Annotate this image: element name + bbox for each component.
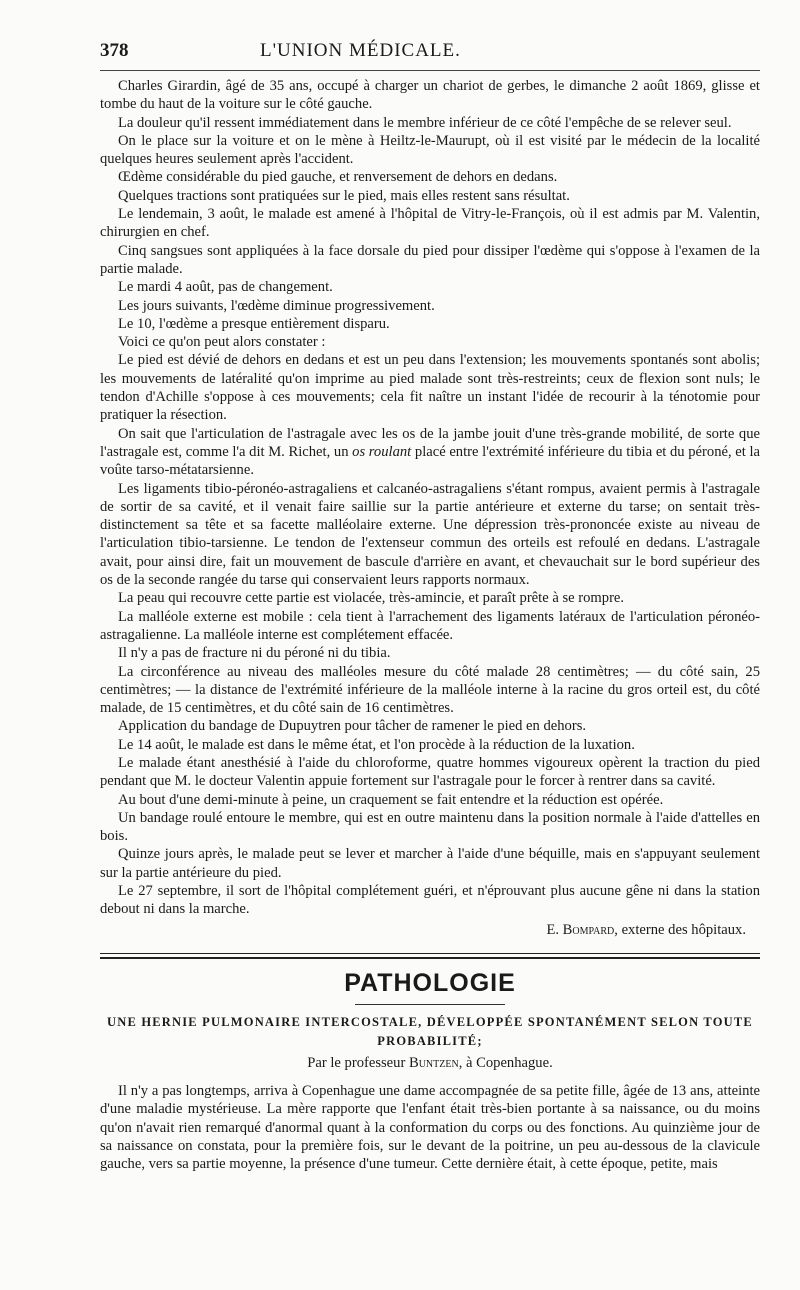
paragraph: Œdème considérable du pied gauche, et renversement de dehors en dedans. [118, 169, 558, 186]
text-run: On sait que l'articulation de l'astragale avec les os de la jambe jouit d'une très-grande mobilité, de sorte que l'astragale est, comme l'a dit M. Richet, un [100, 425, 760, 460]
paragraph: Le malade étant anesthésié à l'aide du chloroforme, quatre hommes vigoureux opèrent la traction du pied pendant que M. le docteur Valentin appuie fortement sur l'astragale pour le forcer à rentrer dans sa cavité. [100, 754, 760, 790]
paragraph: La circonférence au niveau des malléoles mesure du côté malade 28 centimètres; — du côté sain, 25 centimètres; — la distance de l'extrémité inférieure de la malléole interne à la racine du gros orteil est, du côté malade, de 15 centimètres, et du côté sain de 16 centimètres. [100, 663, 760, 717]
case-report [100, 77, 760, 919]
paragraph-richet [100, 425, 760, 480]
article-body [100, 1082, 760, 1173]
paragraph: Cinq sangsues sont appliquées à la face dorsale du pied pour dissiper l'œdème qui s'oppose à l'examen de la partie malade. [100, 242, 760, 277]
title-rule [355, 1004, 505, 1005]
running-title: L'UNION MÉDICALE. [260, 40, 461, 61]
paragraph: Le pied est dévié de dehors en dedans et est un peu dans l'extension; les mouvements spontanés sont abolis; les mouvements de latéralité qu'on imprime au pied malade sont très-restreints; ceux de flexion sont nuls; le tendon d'Achille s'oppose à ces mouvements; cela fit naître un instant l'idée de recourir à la ténotomie pour pratiquer la résection. [100, 352, 760, 424]
italic-term: os roulant [352, 443, 412, 460]
paragraph: Au bout d'une demi-minute à peine, un craquement se fait entendre et la réduction est opérée. [118, 791, 664, 808]
paragraph: Le lendemain, 3 août, le malade est amené à l'hôpital de Vitry-le-François, où il est admis par M. Valentin, chirurgien en chef. [100, 206, 760, 241]
paragraph: Les ligaments tibio-péronéo-astragaliens et calcanéo-astragaliens s'étant rompus, avaient permis à l'astragale de sortir de sa cavité, et il venait faire saillie sur la partie antérieure et externe du tarse; on sentait très-distinctement sa tête et sa facette malléolaire externe. Une dépression très-prononcée existe au niveau de l'articulation tibio-tarsienne. Le tendon de l'extenseur commun des orteils est refoulé en dedans. L'astragale avait, pour ainsi dire, fait un mouvement de bascule d'arrière en avant, et chevauchait sur le bord supérieur des os de la seconde rangée du tarse qui conservaient leurs rapports normaux. [100, 480, 760, 589]
paragraph: Voici ce qu'on peut alors constater : [118, 334, 326, 351]
paragraph: Quinze jours après, le malade peut se lever et marcher à l'aide d'une béquille, mais en s'appuyant seulement sur la partie antérieure du pied. [100, 846, 760, 881]
paragraph: On le place sur la voiture et on le mène à Heiltz-le-Maurupt, où il est visité par le médecin de la localité quelques heures seulement après l'accident. [100, 132, 760, 168]
section-divider [100, 953, 760, 959]
paragraph: Un bandage roulé entoure le membre, qui est en outre maintenu dans la position normale à l'aide d'attelles en bois. [100, 809, 760, 845]
page-header [100, 40, 760, 71]
paragraph: La malléole externe est mobile : cela tient à l'arrachement des ligaments latéraux de l'articulation péronéo-astragalienne. La malléole interne est complétement effacée. [100, 608, 760, 643]
article-author [100, 1055, 760, 1072]
paragraph: Charles Girardin, âgé de 35 ans, occupé à charger un chariot de gerbes, le dimanche 2 août 1869, glisse et tombe du haut de la voiture sur le côté gauche. [100, 78, 760, 113]
signature-role: , externe des hôpitaux. [614, 921, 746, 938]
paragraph: Il n'y a pas longtemps, arriva à Copenhague une dame accompagnée de sa petite fille, âgée de 13 ans, atteinte d'une maladie mystérieuse. La mère rapporte que l'enfant était très-bien portante à sa naissance, ou du moins qu'on n'avait rien remarqué d'anormal quant à la conformation du corps ou des fonctions. Au quinzième jour de sa naissance on constata, pour la première fois, sur le devant de la poitrine, un peu au-dessous de la clavicule gauche, vers sa partie moyenne, la présence d'une tumeur. Cette dernière était, à cette époque, petite, mais [100, 1082, 760, 1173]
paragraph: Quelques tractions sont pratiquées sur le pied, mais elles restent sans résultat. [118, 187, 570, 204]
article-title: UNE HERNIE PULMONAIRE INTERCOSTALE, DÉVELOPPÉE SPONTANÉMENT SELON TOUTE PROBABILITÉ; [107, 1014, 753, 1048]
paragraph: Le 27 septembre, il sort de l'hôpital complétement guéri, et n'éprouvant plus aucune gêne ni dans la station debout ni dans la marche. [100, 883, 760, 918]
paragraph: Le 14 août, le malade est dans le même état, et l'on procède à la réduction de la luxation. [118, 736, 635, 753]
paragraph: Le 10, l'œdème a presque entièrement disparu. [118, 315, 390, 332]
paragraph: Application du bandage de Dupuytren pour tâcher de ramener le pied en dehors. [118, 718, 587, 735]
paragraph: Les jours suivants, l'œdème diminue progressivement. [118, 297, 435, 314]
author-suffix: , à Copenhague. [458, 1054, 553, 1071]
paragraph: Il n'y a pas de fracture ni du péroné ni du tibia. [118, 645, 391, 662]
page-number: 378 [100, 40, 129, 61]
author-prefix: Par le professeur [307, 1054, 409, 1071]
author-signature [100, 921, 746, 939]
paragraph: La douleur qu'il ressent immédiatement dans le membre inférieur de ce côté l'empêche de se relever seul. [118, 114, 732, 131]
paragraph: Le mardi 4 août, pas de changement. [118, 279, 333, 296]
text-run: placé entre l'extrémité inférieure du tibia et du péroné, et la voûte tarso-métatarsienne. [100, 443, 760, 479]
section-title: PATHOLOGIE [344, 968, 516, 997]
paragraph: La peau qui recouvre cette partie est violacée, très-amincie, et paraît prête à se rompre. [118, 590, 625, 607]
signature-name: E. Bompard [546, 921, 615, 938]
author-name: Buntzen [408, 1054, 459, 1071]
